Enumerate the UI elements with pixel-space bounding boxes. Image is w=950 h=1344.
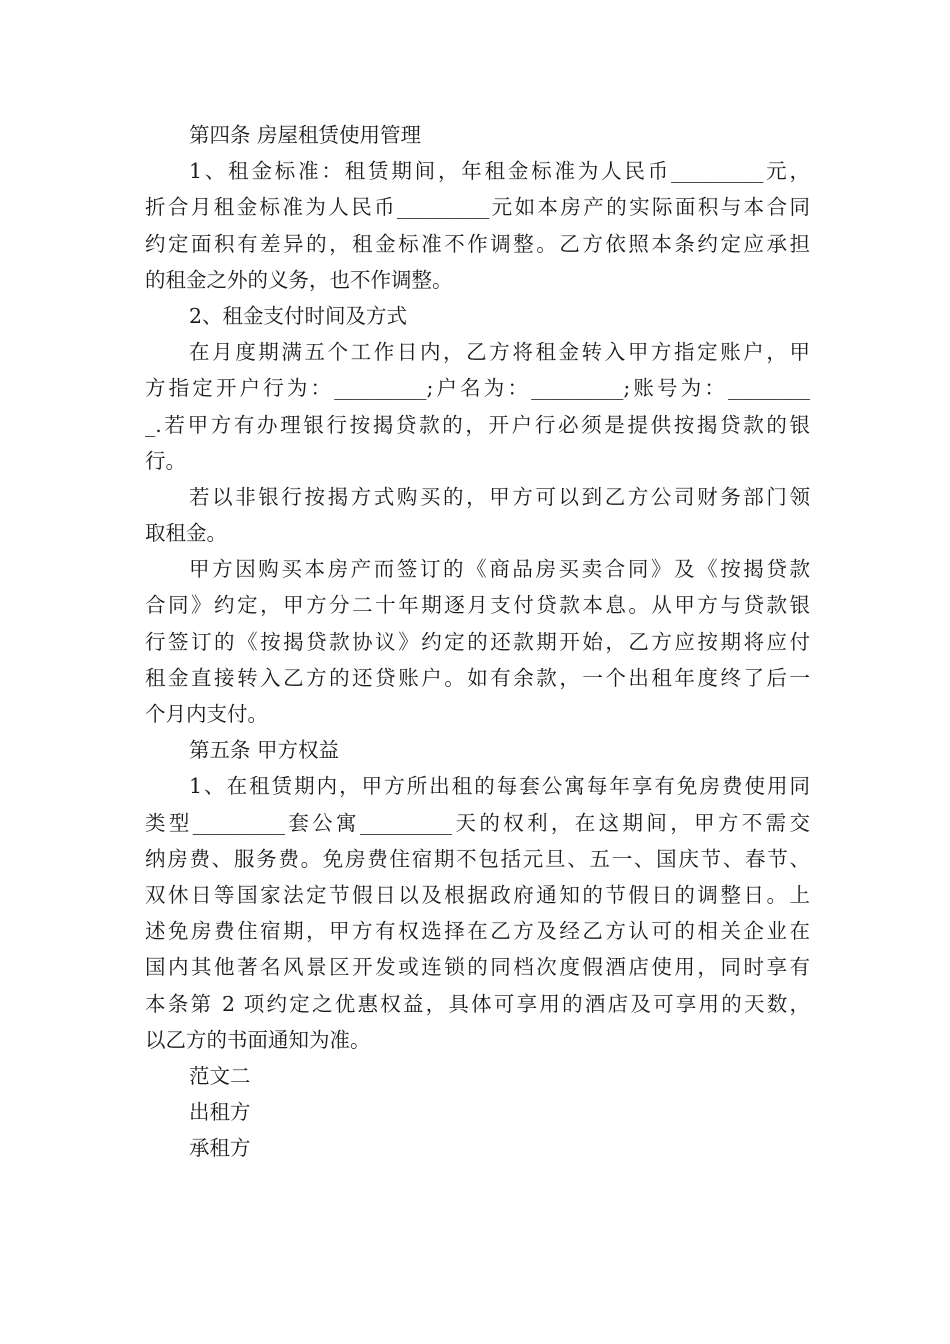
document-line: _.若甲方有办理银行按揭贷款的，开户行必须是提供按揭贷款的银 — [145, 412, 810, 437]
document-line: 行。 — [145, 448, 186, 473]
document-line: 类型_________套公寓_________天的权利，在这期间，甲方不需交 — [145, 810, 810, 835]
document-line: 本条第 2 项约定之优惠权益，具体可享用的酒店及可享用的天数， — [145, 991, 810, 1016]
document-line: 2、租金支付时间及方式 — [189, 303, 408, 328]
document-line: 以乙方的书面通知为准。 — [145, 1027, 371, 1052]
document-line: 第五条 甲方权益 — [189, 738, 340, 763]
document-line: 方指定开户行为：_________;户名为：_________;账号为：________ — [145, 376, 810, 401]
document-line: 双休日等国家法定节假日以及根据政府通知的节假日的调整日。上 — [145, 882, 810, 907]
document-line: 出租方 — [189, 1100, 251, 1125]
document-line: 1、在租赁期内，甲方所出租的每套公寓每年享有免房费使用同 — [189, 774, 810, 799]
document-line: 范文二 — [189, 1063, 251, 1088]
document-line: 取租金。 — [145, 521, 227, 546]
document-line: 合同》约定，甲方分二十年期逐月支付贷款本息。从甲方与贷款银 — [145, 593, 810, 618]
document-line: 约定面积有差异的，租金标准不作调整。乙方依照本条约定应承担 — [145, 231, 810, 256]
document-line: 述免房费住宿期，甲方有权选择在乙方及经乙方认可的相关企业在 — [145, 919, 810, 944]
document-line: 承租方 — [189, 1136, 251, 1161]
document-line: 在月度期满五个工作日内，乙方将租金转入甲方指定账户，甲 — [189, 340, 810, 365]
document-line: 国内其他著名风景区开发或连锁的同档次度假酒店使用，同时享有 — [145, 955, 810, 980]
document-line: 行签订的《按揭贷款协议》约定的还款期开始，乙方应按期将应付 — [145, 629, 810, 654]
document-line: 1、租金标准：租赁期间，年租金标准为人民币_________元， — [189, 159, 810, 184]
document-line: 纳房费、服务费。免房费住宿期不包括元旦、五一、国庆节、春节、 — [145, 846, 810, 871]
document-line: 若以非银行按揭方式购买的，甲方可以到乙方公司财务部门领 — [189, 484, 810, 509]
document-line: 甲方因购买本房产而签订的《商品房买卖合同》及《按揭贷款 — [189, 557, 810, 582]
document-line: 租金直接转入乙方的还贷账户。如有余款，一个出租年度终了后一 — [145, 665, 810, 690]
document-line: 第四条 房屋租赁使用管理 — [189, 123, 422, 147]
document-body — [145, 117, 810, 1166]
document-line: 的租金之外的义务，也不作调整。 — [145, 267, 453, 292]
document-line: 折合月租金标准为人民币_________元如本房产的实际面积与本合同 — [145, 195, 810, 220]
document-line: 个月内支付。 — [145, 702, 268, 726]
